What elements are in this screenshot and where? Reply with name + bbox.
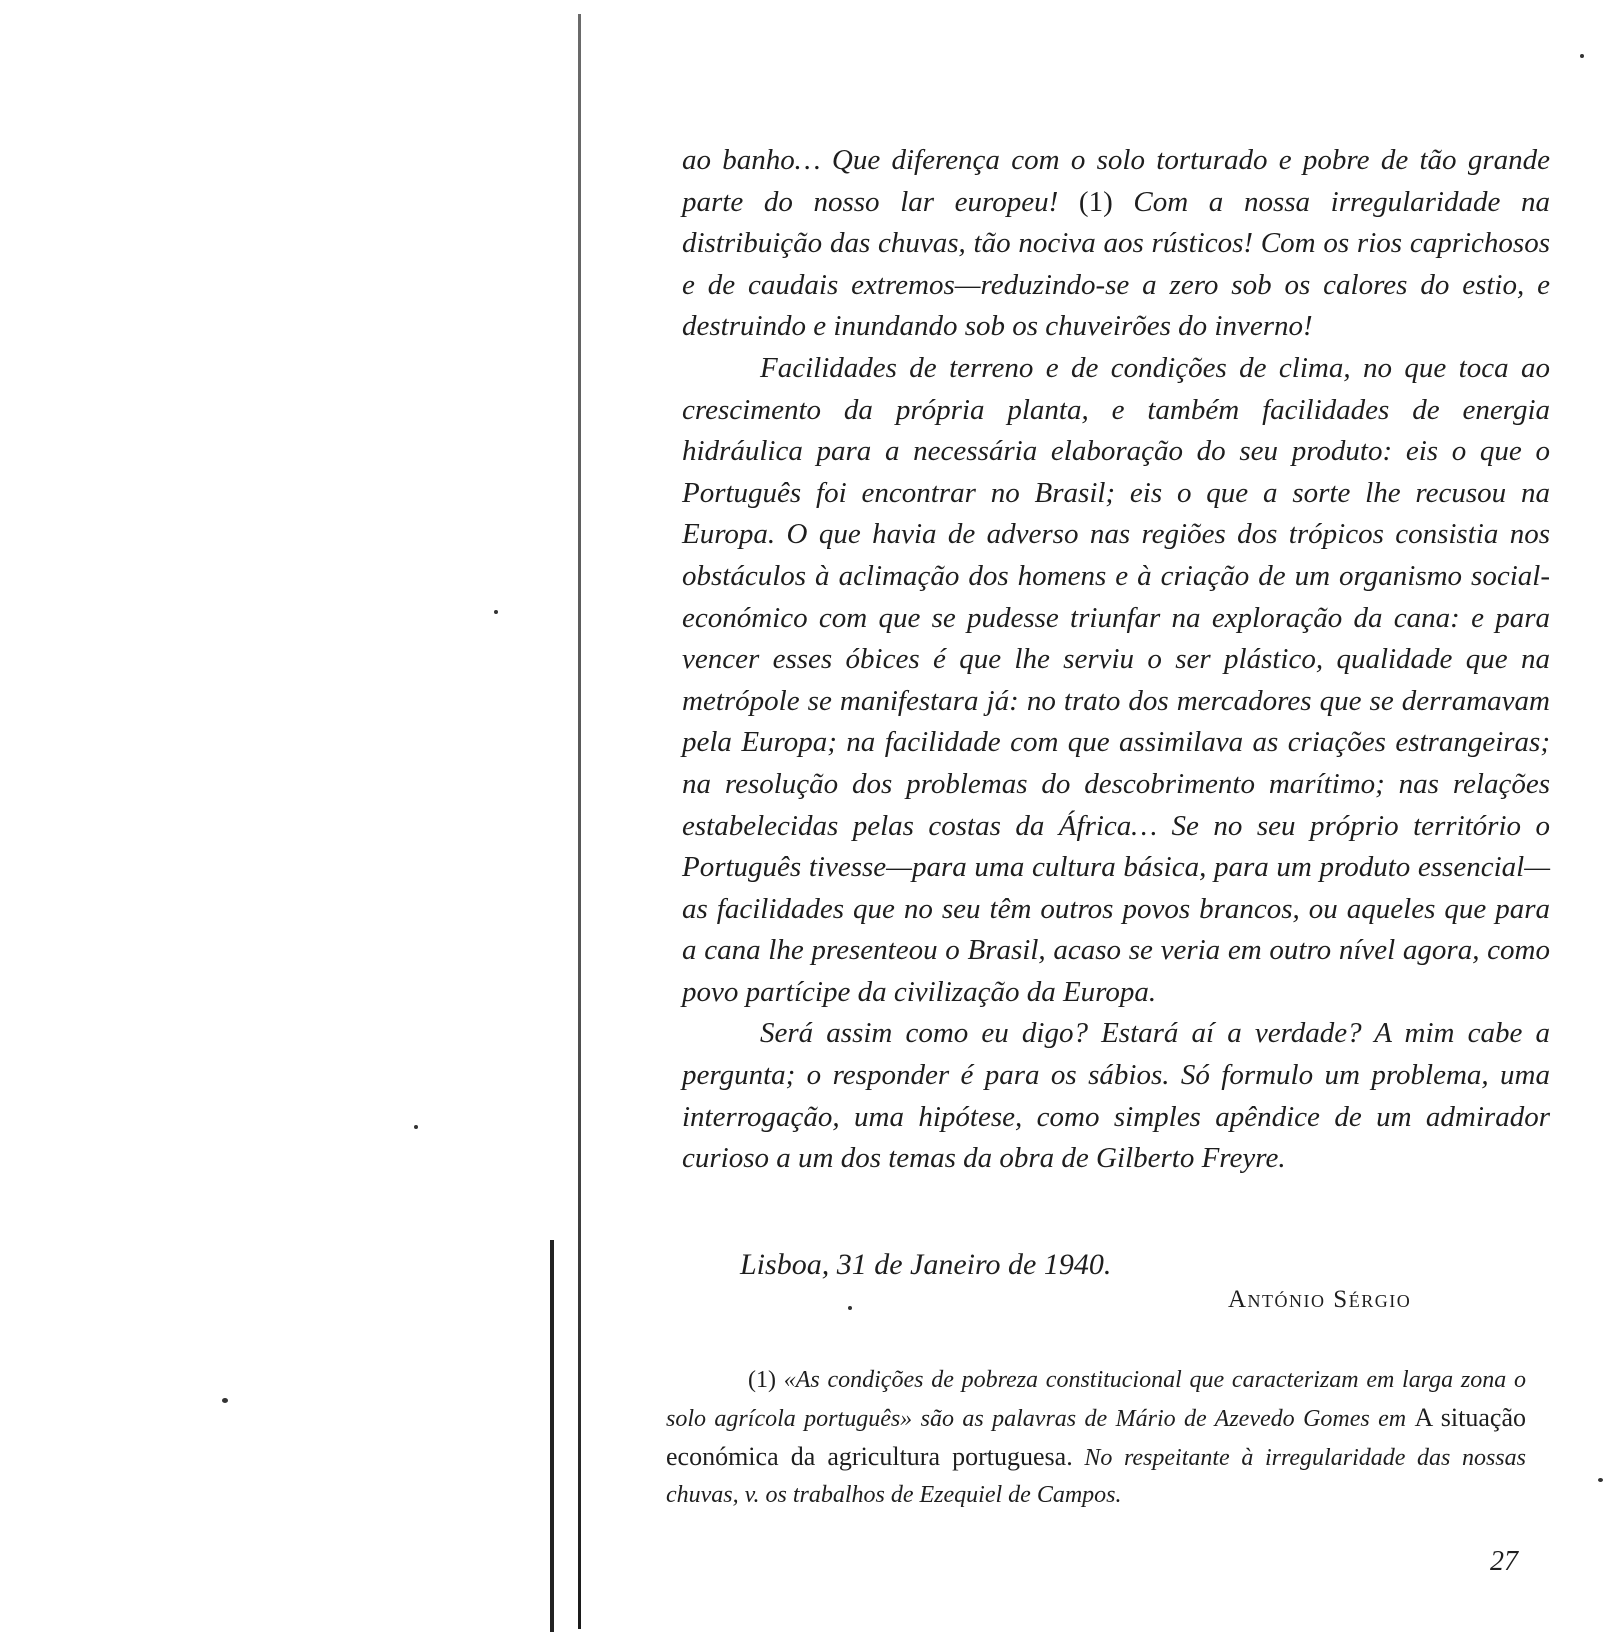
scan-speck — [1598, 1478, 1603, 1482]
paragraph-1-end: Com a nossa irregularidade na distribuição das chuvas, tão nociva aos rústicos! Com os rios caprichosos e de caudais extremos—reduzindo-se a zero sob os calores do estio, e destruindo e inundando sob os chuveirões do inverno! — [682, 185, 1550, 343]
paragraph-2: Facilidades de terreno e de condições de clima, no que toca ao crescimento da própria planta, e também facilidades de energia hidráulica para a necessária elaboração do seu produto: eis o que o Português foi encontrar no Brasil; eis o que a sorte lhe recusou na Europa. O que havia de adverso nas regiões dos trópicos consistia nos obstáculos à aclimação dos homens e à criação de um organismo social-económico com que se pudesse triunfar na exploração da cana: e para vencer esses óbices é que lhe serviu o ser plástico, qualidade que na metrópole se manifestara já: no trato dos mercadores que se derramavam pela Europa; na facilidade com que assimilava as criações estrangeiras; na resolução dos problemas do descobrimento marítimo; nas relações estabelecidas pelas costas da África… Se no seu próprio território o Português tivesse—para uma cultura básica, para um produto essencial—as facilidades que no seu têm outros povos brancos, ou aqueles que para a cana lhe presenteou o Brasil, acaso se veria em outro nível agora, como povo partícipe da civilização da Europa. — [682, 351, 1550, 1008]
scan-speck — [494, 610, 498, 614]
footnote-reference: (1) — [1078, 185, 1113, 218]
footnote — [666, 1362, 1526, 1514]
scan-speck — [222, 1398, 228, 1403]
scan-speck — [848, 1306, 852, 1310]
binding-shadow — [550, 1240, 554, 1632]
footnote-book-title: A situação económica da agricultura portuguesa. — [666, 1403, 1526, 1471]
author-signature: António Sérgio — [1228, 1286, 1412, 1313]
paragraph-1 — [682, 140, 1550, 348]
dateline: Lisboa, 31 de Janeiro de 1940. — [740, 1248, 1112, 1281]
page-number: 27 — [1490, 1546, 1518, 1577]
footnote-text-1: «As condições de pobreza constitucional que caracterizam em larga zona o solo agrícola português» são as palavras de Mário de Azevedo Gomes em — [666, 1367, 1527, 1432]
binding-line — [578, 14, 581, 1629]
scan-speck — [1580, 54, 1584, 58]
footnote-text-2: No respeitante à irregularidade das nossas chuvas, v. os trabalhos de Ezequiel de Campos. — [666, 1445, 1526, 1508]
paragraph-3: Será assim como eu digo? Estará aí a verdade? A mim cabe a pergunta; o responder é para os sábios. Só formulo um problema, uma interrogação, uma hipótese, como simples apêndice de um admirador curioso a um dos temas da obra de Gilberto Freyre. — [682, 1017, 1550, 1175]
scan-speck — [414, 1125, 418, 1129]
paragraph-1-start: ao banho… Que diferença com o solo torturado e pobre de tão grande parte do nosso lar europeu! — [682, 144, 1550, 218]
footnote-marker: (1) — [748, 1367, 776, 1393]
main-text — [682, 140, 1550, 1180]
